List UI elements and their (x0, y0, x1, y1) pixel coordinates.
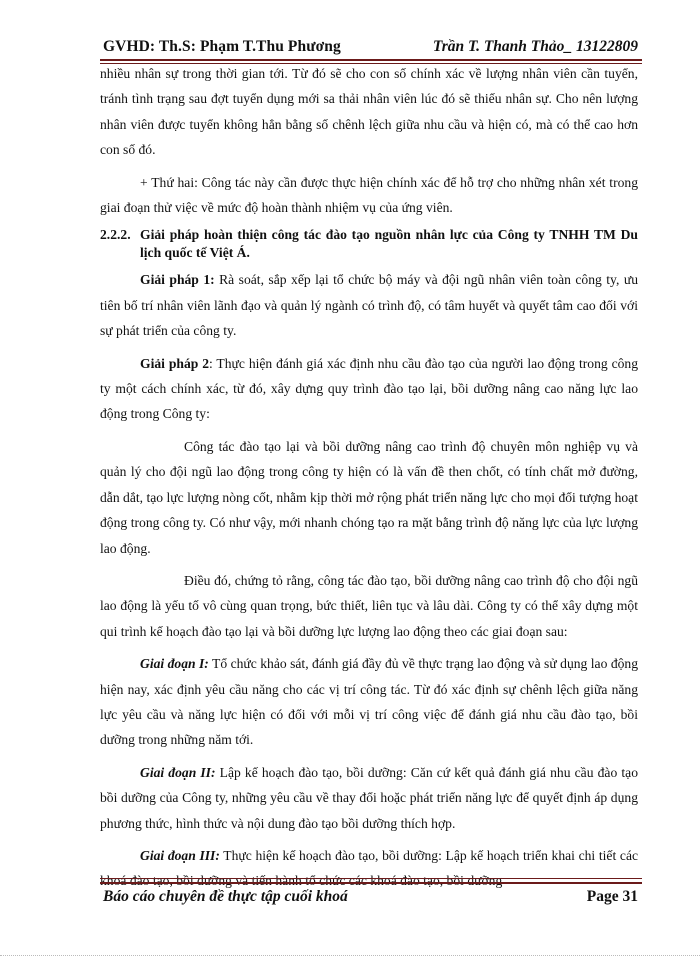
solution-label: Giải pháp 2 (140, 355, 209, 371)
stage-text: Lập kế hoạch đào tạo, bồi dưỡng: Căn cứ kết quả đánh giá nhu cầu đào tạo bồi dưỡng của Công ty, những yêu cầu về thay đổi hoặc phát triển năng lực để quyết định áp dụng phương thức, hình thức và nội dung đào tạo bồi dưỡng thích hợp. (100, 764, 638, 831)
section-number: 2.2.2. (100, 227, 131, 243)
paragraph (100, 651, 638, 753)
paragraph: nhiều nhân sự trong thời gian tới. Từ đó sẽ cho con số chính xác về lượng nhân viên cần tuyển, tránh tình trạng sau đợt tuyển dụng mới sa thải nhân viên lúc đó sẽ thiếu nhân sự. Cho nên lượng nhân viên được tuyển không hẳn bằng số chênh lệch giữa nhu cầu và hiện có, mà có thể cao hơn con số đó. (100, 66, 638, 158)
paragraph (100, 351, 638, 427)
header-supervisor: GVHD: Th.S: Phạm T.Thu Phương (103, 38, 341, 55)
section-heading (100, 226, 638, 262)
paragraph: Công tác đào tạo lại và bồi dưỡng nâng cao trình độ chuyên môn nghiệp vụ và quản lý cho đội ngũ lao động trong công ty hiện có là vấn đề then chốt, có tính chất mở đường, dẫn dắt, tạo lực lượng nòng cốt, nhằm kịp thời mở rộng phát triển năng lực cho mọi đối tượng hoạt động trong công ty. Có như vậy, mới nhanh chóng tạo ra mặt bằng trình độ năng lực của lực lượng lao động. (100, 438, 638, 556)
document-body (100, 61, 638, 894)
solution-label: Giải pháp 1: (140, 272, 215, 288)
page-number: Page 31 (586, 888, 638, 905)
solution-text: : Thực hiện đánh giá xác định nhu cầu đào tạo của người lao động trong công ty một cách chính xác, từ đó, xây dựng quy trình đào tạo lại, bồi dưỡng nâng cao năng lực lao động trong Công ty: (100, 355, 638, 422)
page-edge (0, 955, 700, 956)
stage-label: Giai đoạn III: (140, 847, 220, 863)
footer-title: Báo cáo chuyên đề thực tập cuối khoá (103, 888, 348, 905)
solution-text: Rà soát, sắp xếp lại tổ chức bộ máy và đội ngũ nhân viên toàn công ty, ưu tiên bố trí nhân viên lãnh đạo và quản lý ngành có trình độ, có tâm huyết và quyết tâm cao đối với sự phát triển của công ty. (100, 272, 638, 339)
section-title: Giải pháp hoàn thiện công tác đào tạo nguồn nhân lực của Công ty TNHH TM Du lịch quốc tế Việt Á. (140, 227, 638, 261)
header-author: Trần T. Thanh Thảo_ 13122809 (432, 38, 638, 55)
footer-rule (100, 882, 642, 884)
stage-label: Giai đoạn II: (140, 764, 216, 780)
paragraph (100, 760, 638, 836)
stage-text: Thực hiện kế hoạch đào tạo, bồi dưỡng: Lập kế hoạch triển khai chi tiết các khoá đào tạo, bồi dưỡng và tiến hành tổ chức các khoá đào tạo, bồi dưỡng (100, 847, 639, 889)
footer-rule-thin (100, 878, 642, 879)
stage-text: Tổ chức khảo sát, đánh giá đầy đủ về thực trạng lao động và sử dụng lao động hiện nay, xác định yêu cầu năng cho các vị trí công tác. Từ đó xác định sự chênh lệch giữa năng lực yêu cầu và năng lực hiện có đối với mỗi vị trí công việc để đánh giá nhu cầu đào tạo, bồi dưỡng trong những năm tới. (100, 656, 639, 748)
paragraph (100, 267, 638, 343)
page-header (103, 34, 638, 60)
paragraph: Điều đó, chứng tỏ rằng, công tác đào tạo, bồi dưỡng nâng cao trình độ cho đội ngũ lao động là yếu tố vô cùng quan trọng, bức thiết, liên tục và lâu dài. Công ty có thể xây dựng một qui trình kế hoạch đào tạo lại và bồi dưỡng lực lượng lao động theo các giai đoạn sau: (100, 572, 638, 639)
paragraph (100, 843, 638, 894)
stage-label: Giai đoạn I: (140, 656, 209, 672)
paragraph: + Thứ hai: Công tác này cần được thực hiện chính xác để hỗ trợ cho những nhân xét trong giai đoạn thử việc về mức độ hoàn thành nhiệm vụ của ứng viên. (100, 174, 638, 216)
page-footer (103, 888, 638, 906)
